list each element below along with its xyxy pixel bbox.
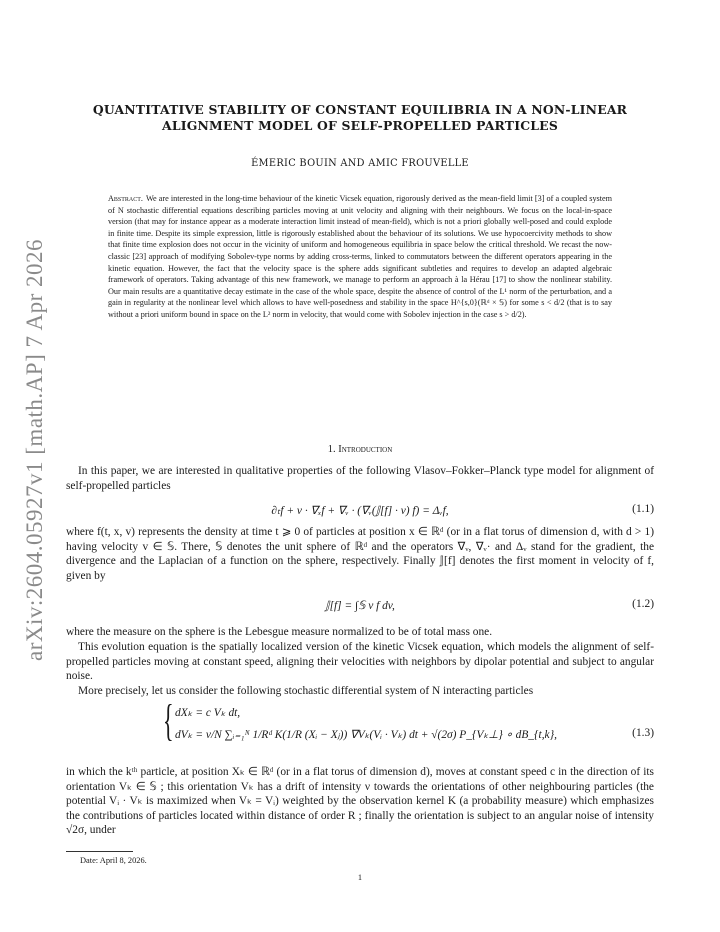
intro-paragraph-5: More precisely, let us consider the following stochastic differential system of N interacting particles	[78, 685, 534, 697]
footnote-rule	[66, 851, 133, 852]
equation-1-1-number: (1.1)	[632, 503, 654, 515]
equation-1-3-brace: {	[163, 696, 174, 745]
section-number: 1.	[327, 444, 336, 455]
arxiv-sidebar	[17, 239, 53, 661]
intro-paragraph-2: where f(t, x, v) represents the density at time t ⩾ 0 of particles at position x ∈ ℝᵈ (or in a flat torus of dimension d, with d > 1) having velocity v ∈ 𝕊. There, 𝕊 denotes the unit sphere of ℝᵈ and the operators ∇ᵥ, ∇ᵥ· and Δᵥ stand for the gradient, the divergence and the Laplacian of a function on the sphere, respectively. Finally 𝕁[f] denotes the first moment in velocity of f, given by	[66, 526, 654, 582]
section-title: Introduction	[338, 444, 393, 455]
arxiv-identifier: arXiv:2604.05927v1 [math.AP] 7 Apr 2026	[22, 239, 47, 661]
equation-1-3-line-2: dVₖ = ν/N ∑ᵢ₌₁ᴺ 1/Rᵈ K(1/R (Xᵢ − Xⱼ)) ∇Vₖ(Vᵢ · Vₖ) dt + √(2σ) P_{Vₖ⊥} ∘ dB_{t,k},	[175, 729, 557, 741]
intro-paragraph-6: in which the kᵗʰ particle, at position Xₖ ∈ ℝᵈ (or in a flat torus of dimension d), moves at constant speed c in the direction of its orientation Vₖ ∈ 𝕊 ; this orientation Vₖ has a drift of intensity ν towards the orientations of other neighbouring particles (the potential Vᵢ · Vₖ is maximized when Vₖ = Vᵢ) weighted by the observation kernel K (a probability measure) which emphasizes the contributions of particles located within distance of order R ; finally the orientation is subject to an angular noise of intensity √2σ, under	[66, 766, 654, 836]
page-number: 1	[357, 873, 363, 882]
paper-title: QUANTITATIVE STABILITY OF CONSTANT EQUILIBRIA IN A NON-LINEAR ALIGNMENT MODEL OF SELF-PROPELLED PARTICLES	[92, 102, 628, 133]
abstract-text: We are interested in the long-time behaviour of the kinetic Vicsek equation, rigorously derived as the mean-field limit [3] of a coupled system of N stochastic differential equations describing particles moving at unit velocity and aligning with their neighbours. We focus on the local-in-space version (that may for instance appear as a moderate interaction limit instead of mean-field), which is not a priori globally well-posed and could explode in finite time. Despite its simple expression, little is rigorously established about the behaviour of its solutions. We use hypocoercivity methods to show that finite time explosion does not occur in the vicinity of uniform and homogeneous equilibria in space below the critical threshold. We recast the now-classic [23] approach of modifying Sobolev-type norms by adding cross-terms, linked to commutators between the different operators appearing in the kinetic equation. However, the fact that the velocity space is the sphere adds significant subtleties and requires to develop an adapted algebraic framework of operators. Taking advantage of this new framework, we manage to perform an approach à la Hérau [17] to show the nonlinear stability. Our main results are a quantitative decay estimate in the case of the whole space, despite the absence of control of the L¹ norm of the perturbation, and a gain in regularity at the nonlinear level which allows to have well-posedness and stability in the space H^{s,0}(ℝᵈ × 𝕊) for some s < d/2 (that is to say without a priori uniform bound in space on the L² norm in velocity, that would come with Sobolev injection in the case s > d/2).	[108, 194, 612, 319]
abstract-label: Abstract.	[108, 194, 143, 203]
intro-paragraph-1: In this paper, we are interested in qualitative properties of the following Vlasov–Fokker–Planck type model for alignment of self-propelled particles	[66, 465, 654, 492]
intro-paragraph-4: This evolution equation is the spatially localized version of the kinetic Vicsek equation, which models the alignment of self-propelled particles moving at constant speed, aligning their velocities with neighbors by dipolar potential and subject to angular noise.	[66, 641, 654, 682]
abstract	[108, 193, 612, 321]
equation-1-1-body: ∂ₜf + v · ∇ₓf + ∇ᵥ · (∇ᵥ(𝕁[f] · v) f) = Δᵥf,	[271, 505, 449, 517]
section-heading	[66, 444, 654, 455]
equation-1-3	[163, 696, 563, 747]
equation-1-2-number: (1.2)	[632, 598, 654, 610]
footnote-date: Date: April 8, 2026.	[80, 856, 147, 865]
equation-1-3-number: (1.3)	[632, 727, 654, 739]
equation-1-2-body: 𝕁[f] = ∫𝕊 v f dv,	[325, 600, 395, 612]
intro-paragraph-3: where the measure on the sphere is the Lebesgue measure normalized to be of total mass one.	[66, 626, 493, 638]
paper-authors: ÉMERIC BOUIN AND AMIC FROUVELLE	[251, 158, 469, 169]
equation-1-3-line-1: dXₖ = c Vₖ dt,	[175, 707, 241, 719]
